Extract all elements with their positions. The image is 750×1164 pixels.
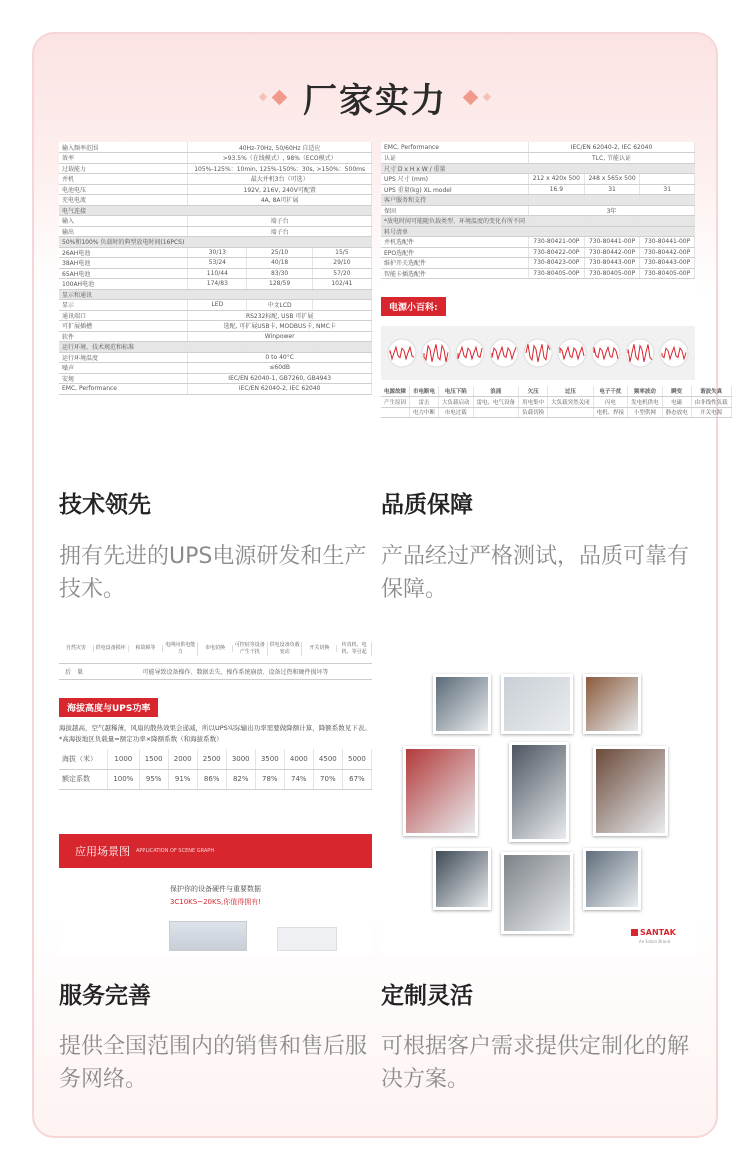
altitude-derating-image — [59, 634, 372, 954]
table-cell: 3500 — [255, 749, 284, 769]
table-cell: ≤60dB — [188, 363, 372, 374]
table-cell: UPS 尺寸 (mm) — [381, 174, 529, 185]
table-cell: 电池电压 — [59, 184, 188, 195]
feature-desc-service: 提供全国范围内的销售和售后服务网络。 — [59, 1034, 368, 1092]
scene-slogan-red: 3C10KS~20KS,你值得拥有! — [169, 897, 262, 906]
table-cell: 最大并机3台（可选） — [188, 174, 372, 185]
table-cell: 通讯端口 — [59, 310, 188, 321]
table-cell: 100AH电池 — [59, 279, 188, 290]
table-cell: 并机 — [59, 174, 188, 185]
table-cell: 市电断电 — [410, 386, 439, 397]
waveform-icon — [387, 338, 417, 368]
table-cell: 100% — [108, 769, 140, 789]
table-cell: 15/5 — [312, 247, 371, 258]
table-cell: 浪涌 — [473, 386, 519, 397]
table-cell: 40Hz-70Hz, 50/60Hz 自适应 — [188, 142, 372, 153]
santak-brand: SANTAK — [640, 928, 676, 937]
table-cell: 小型供网 — [628, 407, 663, 418]
table-row — [381, 153, 695, 164]
application-photo — [583, 674, 641, 734]
table-cell: 1500 — [139, 749, 168, 769]
power-encyclopedia-tag: 电源小百科: — [381, 297, 446, 316]
table-cell — [473, 407, 519, 418]
table-row — [59, 384, 372, 395]
table-cell — [529, 226, 585, 237]
table-cell: EMC, Performance — [59, 384, 188, 395]
table-cell: 67% — [342, 769, 371, 789]
table-row — [59, 300, 372, 311]
table-cell — [584, 163, 640, 174]
table-cell: 发电机供电 — [628, 397, 663, 408]
altitude-table — [59, 749, 372, 790]
waveform-icon — [557, 338, 587, 368]
table-cell: 运行环境、技术规范和标准 — [59, 342, 188, 353]
table-row — [59, 142, 372, 153]
table-row — [381, 397, 731, 408]
spec-table-image-2 — [381, 142, 728, 462]
table-cell: 可扩展插槽 — [59, 321, 188, 332]
table-cell: 由非线性负载 — [691, 397, 731, 408]
table-cell: 50%和100% 负载时的典型放电时间(16PCS) — [59, 237, 188, 248]
table-cell: 730-80405-00P — [640, 268, 695, 279]
table-row — [59, 373, 372, 384]
table-cell: 3000 — [226, 749, 255, 769]
application-photo — [583, 848, 641, 910]
table-cell — [312, 237, 371, 248]
table-cell: 软件 — [59, 331, 188, 342]
table-cell: 31 — [584, 184, 640, 195]
cause-columns — [59, 634, 372, 664]
santak-logo — [631, 928, 676, 937]
table-cell: 海拔（米） — [59, 749, 108, 769]
table-cell: 电压下陷 — [439, 386, 474, 397]
table-cell: 53/24 — [188, 258, 247, 269]
table-cell — [640, 216, 695, 227]
table-cell: >93.5%（在线模式）, 98%（ECO模式） — [188, 153, 372, 164]
table-cell: 客户服务和支持 — [381, 195, 529, 206]
altitude-tag: 海拔高度与UPS功率 — [59, 698, 158, 717]
table-cell: 市电过载 — [439, 407, 474, 418]
scene-banner-title: 应用场景图 — [75, 844, 130, 858]
table-cell — [247, 289, 312, 300]
table-cell — [188, 342, 247, 353]
table-cell — [188, 289, 247, 300]
feature-title-quality: 品质保障 — [381, 492, 473, 518]
table-cell: RS232标配, USB 可扩展 — [188, 310, 372, 321]
scene-banner — [59, 834, 372, 868]
table-row — [381, 142, 695, 153]
table-cell — [529, 216, 585, 227]
table-cell: 保固 — [381, 205, 529, 216]
diamond-decor-icon — [483, 93, 491, 101]
table-cell — [312, 205, 371, 216]
table-cell: IEC/EN 62040-2, IEC 62040 — [529, 142, 695, 153]
table-cell: 4A, 8A可扩展 — [188, 195, 372, 206]
power-problem-table — [381, 386, 732, 418]
table-cell: 电力中断 — [410, 407, 439, 418]
table-cell: 雷击 — [410, 397, 439, 408]
table-cell: 1000 — [108, 749, 140, 769]
table-row — [59, 749, 372, 769]
cause-column: 和故障等 — [129, 645, 164, 652]
waveform-icon — [421, 338, 451, 368]
scene-photo — [169, 921, 247, 951]
table-row — [381, 226, 695, 237]
table-cell: 86% — [197, 769, 226, 789]
waveform-strip — [381, 326, 695, 380]
cause-column: 供电设备负载变动 — [268, 642, 303, 656]
table-cell: 730-80421-00P — [529, 237, 585, 248]
table-cell — [188, 205, 247, 216]
santak-brand-sub: An Eaton Brand — [639, 939, 671, 944]
table-cell: 65AH电池 — [59, 268, 188, 279]
table-cell: 充电电流 — [59, 195, 188, 206]
feature-title-custom: 定制灵活 — [381, 983, 473, 1009]
table-cell: 输入 — [59, 216, 188, 227]
table-row — [59, 205, 372, 216]
table-cell — [584, 195, 640, 206]
application-photo — [509, 742, 569, 842]
application-photo — [501, 852, 573, 934]
table-cell: 尺寸 D x H x W / 重量 — [381, 163, 529, 174]
table-cell: 70% — [313, 769, 342, 789]
table-cell: 40/18 — [247, 258, 312, 269]
table-cell: 212 x 420x 500 — [529, 174, 585, 185]
table-row — [381, 237, 695, 248]
waveform-icon — [659, 338, 689, 368]
scene-banner-en: APPLICATION OF SCENE GRAPH — [136, 847, 215, 854]
table-row — [381, 247, 695, 258]
table-cell: 38AH电池 — [59, 258, 188, 269]
feature-desc-custom: 可根据客户需求提供定制化的解决方案。 — [381, 1034, 690, 1092]
table-cell: 3年 — [529, 205, 695, 216]
table-cell: 过压 — [548, 386, 594, 397]
table-row — [381, 195, 695, 206]
application-photo — [501, 674, 573, 734]
table-cell: EPO选配件 — [381, 247, 529, 258]
table-row — [59, 268, 372, 279]
scene-photo — [277, 927, 337, 951]
table-cell — [312, 342, 371, 353]
table-cell: 静态放电 — [662, 407, 691, 418]
table-row — [381, 258, 695, 269]
table-cell: 128/59 — [247, 279, 312, 290]
application-photo — [593, 746, 668, 836]
waveform-icon — [625, 338, 655, 368]
consequence-label: 后 果 — [65, 669, 84, 676]
table-row — [59, 310, 372, 321]
table-cell: 2000 — [168, 749, 197, 769]
application-photo — [433, 674, 491, 734]
application-photo — [433, 848, 491, 910]
table-cell: 维护开关选配件 — [381, 258, 529, 269]
table-cell: 29/10 — [312, 258, 371, 269]
spec-table-image-1 — [59, 142, 372, 462]
waveform-icon — [489, 338, 519, 368]
consequence-row — [59, 664, 372, 680]
table-cell: 730-80441-00P — [640, 237, 695, 248]
table-cell — [247, 205, 312, 216]
table-cell: 16.9 — [529, 184, 585, 195]
table-cell: 料号清单 — [381, 226, 529, 237]
table-cell: 95% — [139, 769, 168, 789]
table-cell — [381, 407, 410, 418]
feature-title-service: 服务完善 — [59, 983, 151, 1009]
diamond-decor-icon — [463, 89, 479, 105]
cause-column: 市电切换 — [198, 645, 233, 652]
table-row — [59, 363, 372, 374]
table-cell: 显示 — [59, 300, 188, 311]
table-row — [381, 386, 731, 397]
table-cell: 过载能力 — [59, 163, 188, 174]
table-row — [59, 184, 372, 195]
table-cell: UPS 重量(kg) XL model — [381, 184, 529, 195]
table-row — [59, 153, 372, 164]
table-cell: 730-80441-00P — [584, 237, 640, 248]
table-row — [381, 407, 731, 418]
table-cell — [247, 237, 312, 248]
table-cell: 大负载启动 — [439, 397, 474, 408]
table-cell: 欠压 — [519, 386, 548, 397]
table-row — [59, 216, 372, 227]
table-cell: 25/10 — [247, 247, 312, 258]
altitude-note: *高海拔地区负载量=额定功率×降额系数（和海拔系数） — [59, 735, 223, 743]
santak-logo-icon — [631, 929, 638, 936]
table-cell: IEC/EN 62040-2, IEC 62040 — [188, 384, 372, 395]
cause-column: 电网问供电能力 — [163, 642, 198, 656]
diamond-decor-icon — [272, 89, 288, 105]
table-cell: EMC, Performance — [381, 142, 529, 153]
table-cell: 110/44 — [188, 268, 247, 279]
table-cell: 安规 — [59, 373, 188, 384]
table-cell: IEC/EN 62040-1, GB7260, GB4943 — [188, 373, 372, 384]
table-cell: 大负载突然关闭 — [548, 397, 594, 408]
table-row — [381, 268, 695, 279]
table-cell: 产生原因 — [381, 397, 410, 408]
section-header — [34, 72, 716, 122]
table-cell: 瞬变 — [662, 386, 691, 397]
table-cell: 用电集中 — [519, 397, 548, 408]
table-cell: 248 x 565x 500 — [584, 174, 640, 185]
altitude-desc: 海拔越高，空气越稀薄，风扇的散热效果会递减，所以UPS实际输出功率需要做降额计算，降额系数见下表。 — [59, 724, 371, 732]
table-cell: 中文LCD — [247, 300, 312, 311]
table-cell: Winpower — [188, 331, 372, 342]
table-cell — [312, 300, 371, 311]
cause-column: 可控硅等设备产生干扰 — [233, 642, 268, 656]
table-cell: TLC, 节能认证 — [529, 153, 695, 164]
waveform-icon — [523, 338, 553, 368]
feature-title-tech: 技术领先 — [59, 492, 151, 518]
table-cell: 输入频率范围 — [59, 142, 188, 153]
feature-desc-quality: 产品经过严格测试，品质可靠有保障。 — [381, 544, 690, 602]
table-cell: 192V, 216V, 240V可配置 — [188, 184, 372, 195]
table-row — [59, 195, 372, 206]
table-cell: 效率 — [59, 153, 188, 164]
table-cell: 30/13 — [188, 247, 247, 258]
table-cell: 频率波动 — [628, 386, 663, 397]
table-cell: 78% — [255, 769, 284, 789]
application-photo — [403, 746, 478, 836]
table-cell: 730-80442-00P — [640, 247, 695, 258]
table-row — [59, 331, 372, 342]
table-cell: 2500 — [197, 749, 226, 769]
table-cell: 输出 — [59, 226, 188, 237]
table-cell: 4000 — [284, 749, 313, 769]
table-row — [59, 258, 372, 269]
table-cell: 91% — [168, 769, 197, 789]
table-row — [59, 174, 372, 185]
section-title: 厂家实力 — [303, 80, 447, 121]
table-cell: 0 to 40°C — [188, 352, 372, 363]
table-cell: 730-80405-00P — [584, 268, 640, 279]
consequence-text: 可能导致设备操作、数据丢失、操作系统崩溃、设备过热和硬件损坏等 — [142, 669, 329, 676]
table-cell — [548, 407, 594, 418]
table-cell: 4500 — [313, 749, 342, 769]
table-cell: 显示和通讯 — [59, 289, 188, 300]
table-row — [59, 321, 372, 332]
waveform-icon — [591, 338, 621, 368]
table-cell: 82% — [226, 769, 255, 789]
table-cell — [529, 195, 585, 206]
table-row — [381, 216, 695, 227]
table-row — [59, 226, 372, 237]
table-cell: 负载切换 — [519, 407, 548, 418]
cause-column: 传真机、电机、等引起 — [337, 642, 372, 656]
table-cell: 730-80423-00P — [529, 258, 585, 269]
table-cell: 102/41 — [312, 279, 371, 290]
table-cell — [640, 174, 695, 185]
table-cell: 谐波失真 — [691, 386, 731, 397]
table-cell: LED — [188, 300, 247, 311]
table-cell: 雷电、电气设备 — [473, 397, 519, 408]
table-cell: 电机、焊接 — [593, 407, 628, 418]
table-cell — [640, 226, 695, 237]
table-cell: 电气连接 — [59, 205, 188, 216]
table-cell — [640, 163, 695, 174]
table-cell: 端子台 — [188, 226, 372, 237]
table-row — [381, 205, 695, 216]
spec-table — [381, 142, 695, 279]
factory-strength-card — [32, 32, 728, 1138]
table-row — [59, 247, 372, 258]
table-cell — [584, 216, 640, 227]
application-photo-collage — [381, 634, 695, 954]
cause-column: 自然灾害 — [59, 645, 94, 652]
table-row — [59, 289, 372, 300]
table-row — [59, 352, 372, 363]
table-cell: 噪声 — [59, 363, 188, 374]
scene-slogan: 保护你的设备硬件与重要数据 — [170, 884, 261, 893]
table-cell — [640, 195, 695, 206]
table-cell: *放电时间可能随负载类型、环境温度的变化有所不同 — [381, 216, 529, 227]
table-row — [59, 279, 372, 290]
table-cell: 74% — [284, 769, 313, 789]
table-cell: 选配, 可扩展USB卡, MODBUS卡, NMC卡 — [188, 321, 372, 332]
table-row — [381, 184, 695, 195]
table-row — [59, 237, 372, 248]
table-cell — [247, 342, 312, 353]
table-cell: 电磁 — [662, 397, 691, 408]
table-cell: 31 — [640, 184, 695, 195]
table-cell: 57/20 — [312, 268, 371, 279]
table-cell: 105%-125%：10min, 125%-150%：30s, >150%：500ms — [188, 163, 372, 174]
table-row — [59, 769, 372, 789]
table-cell: 并机选配件 — [381, 237, 529, 248]
cause-column: 开关切换 — [302, 645, 337, 652]
table-cell: 26AH电池 — [59, 247, 188, 258]
table-cell: 闪电 — [593, 397, 628, 408]
table-row — [59, 342, 372, 353]
table-cell: 认证 — [381, 153, 529, 164]
table-cell: 730-80443-00P — [584, 258, 640, 269]
feature-desc-tech: 拥有先进的UPS电源研发和生产技术。 — [59, 544, 367, 602]
waveform-icon — [455, 338, 485, 368]
cause-column: 供电设备损坏 — [94, 645, 129, 652]
table-cell: 智能卡插选配件 — [381, 268, 529, 279]
table-cell: 开关电源 — [691, 407, 731, 418]
table-row — [381, 174, 695, 185]
table-cell — [529, 163, 585, 174]
table-cell: 730-80442-00P — [584, 247, 640, 258]
spec-table — [59, 142, 372, 395]
table-cell — [312, 289, 371, 300]
table-cell — [584, 226, 640, 237]
table-cell: 174/83 — [188, 279, 247, 290]
table-cell: 电子干扰 — [593, 386, 628, 397]
table-cell: 83/30 — [247, 268, 312, 279]
diamond-decor-icon — [259, 93, 267, 101]
table-cell: 额定系数 — [59, 769, 108, 789]
table-row — [381, 163, 695, 174]
table-cell: 730-80443-00P — [640, 258, 695, 269]
table-cell — [188, 237, 247, 248]
table-cell: 端子台 — [188, 216, 372, 227]
table-cell: 730-80422-00P — [529, 247, 585, 258]
table-cell: 运行环境温度 — [59, 352, 188, 363]
table-cell: 730-80405-00P — [529, 268, 585, 279]
table-row — [59, 163, 372, 174]
table-cell: 电源故障 — [381, 386, 410, 397]
table-cell: 5000 — [342, 749, 371, 769]
